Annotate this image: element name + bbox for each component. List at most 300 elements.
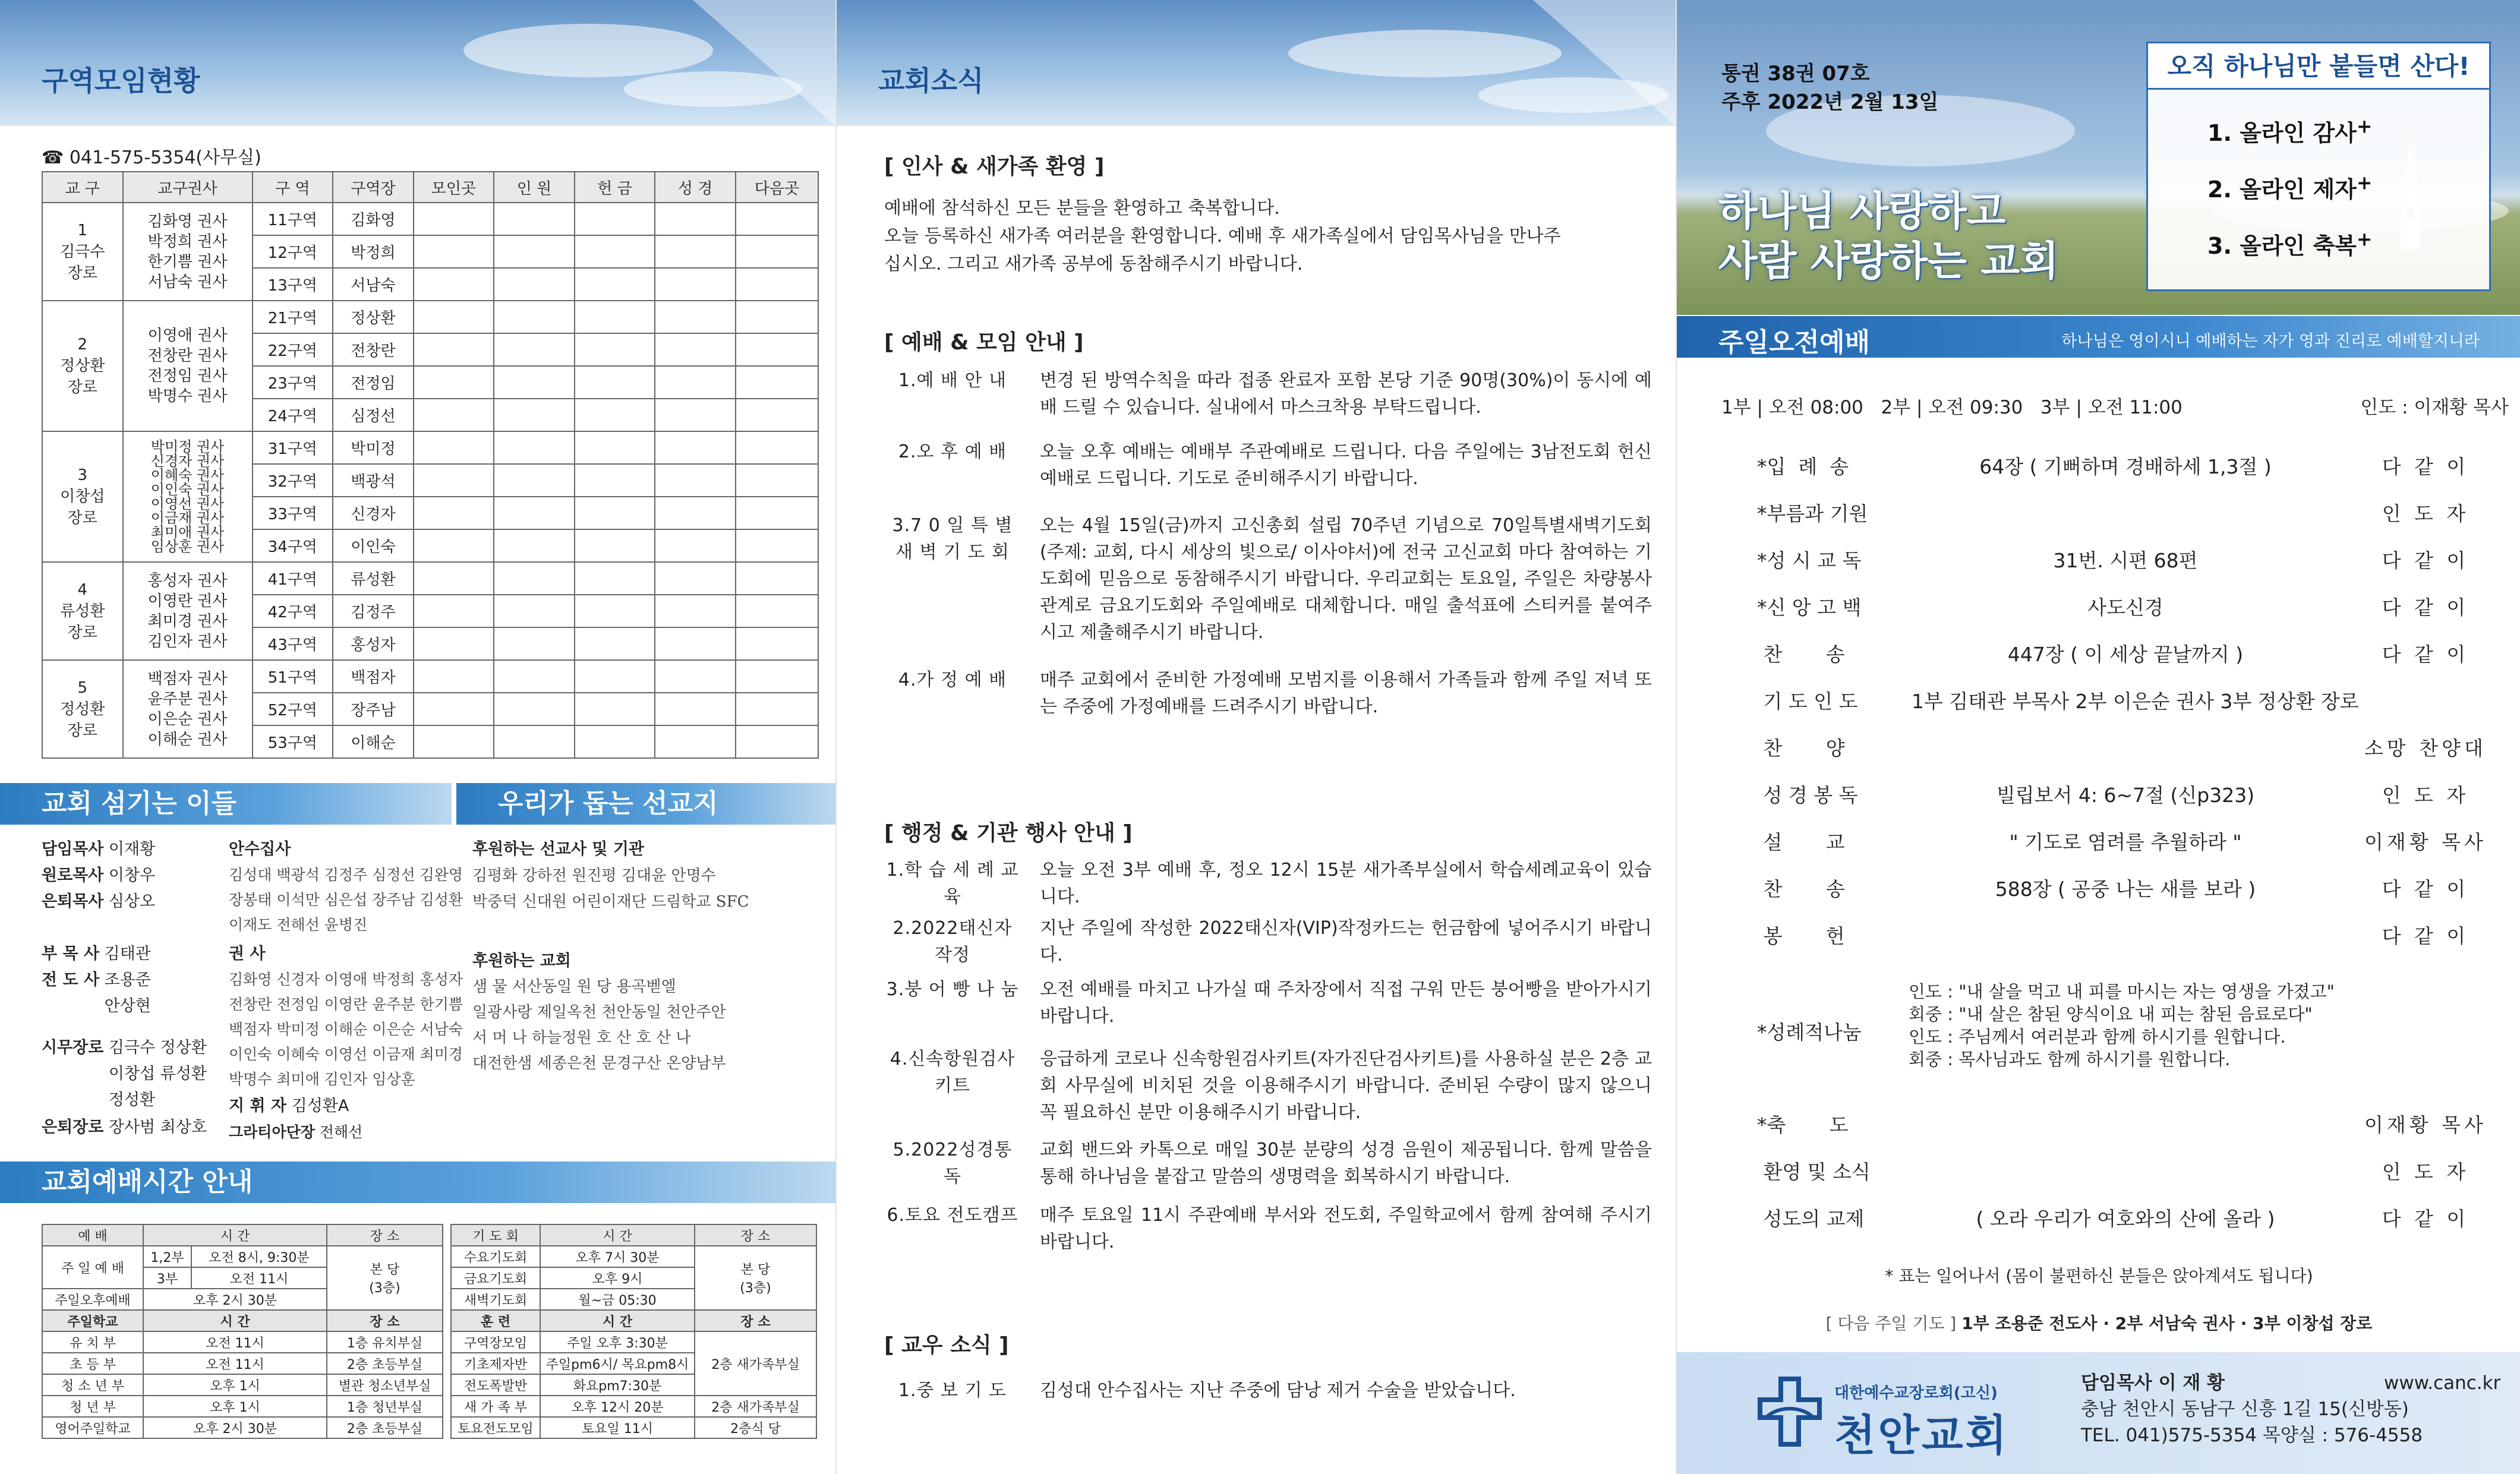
group-cell: 52구역 [253, 693, 333, 725]
motto-item [2207, 171, 2372, 204]
empty-cell [494, 529, 575, 562]
order-label: 찬 양 [1757, 737, 1845, 760]
header-cell: 성 경 [655, 172, 736, 203]
order-leader: 소망 찬양대 [2364, 737, 2487, 760]
slogan-line: 사람 사랑하는 교회 [1718, 238, 2059, 285]
motto-item [2207, 115, 2372, 147]
office-phone: ☎ 041-575-5354(사무실) [42, 147, 261, 168]
cell: 오후 2시 30분 [143, 1417, 327, 1438]
order-content: 64장 ( 기뻐하며 경배하세 1,3절 ) [1979, 455, 2272, 478]
empty-cell [494, 268, 575, 301]
table-header-row [42, 1224, 816, 1246]
value: 이재황 [108, 840, 156, 858]
cell: 오후 1시 [143, 1374, 327, 1396]
order-label: 기 도 인 도 [1757, 690, 1858, 713]
header-cell: 기 도 회 [451, 1224, 540, 1246]
table-row [42, 203, 818, 235]
value: 조용준 안상현 [104, 971, 151, 1015]
church-name: 천안교회 [1834, 1410, 2010, 1460]
cross-logo-icon [1754, 1376, 1825, 1447]
evangelists [42, 967, 151, 1020]
volume: 통권 38권 07호 [1721, 62, 1870, 86]
label: 부 목 사 [42, 945, 100, 963]
order-leader: 다 같 이 [2382, 455, 2469, 478]
group-cell: 11구역 [253, 203, 333, 235]
value: 샘 물 서산동일 원 당 용곡벧엘 일광사랑 제일옥천 천안동일 천안주안 서 머 나 하늘정원 호 산 호 산 나 대전한샘 세종은천 문경구산 온양남부 [472, 978, 726, 1072]
cell: 금요기도회 [451, 1267, 540, 1289]
section-title: 우리가 돕는 선교지 [498, 788, 718, 819]
empty-cell [655, 399, 736, 431]
value: 김극수 정상환 이창섭 류성환 정성환 [108, 1039, 207, 1109]
gap [443, 1396, 451, 1417]
item-label: 2.오 후 예 배 [898, 441, 1007, 462]
empty-cell [414, 595, 494, 627]
cell: 주일 오후 3:30분 [540, 1331, 695, 1353]
cell: 영어주일학교 [42, 1417, 143, 1438]
item-text: 교회 밴드와 카톡으로 매일 30분 분량의 성경 음원이 제공됩니다. 함께 말씀을 통해 하나님을 붙잡고 말씀의 생명력을 회복하시기 바랍니다. [1040, 1140, 1652, 1187]
empty-cell [736, 562, 818, 595]
group-cell: 23구역 [253, 366, 333, 399]
next-week-prayer [1677, 1311, 2520, 1334]
empty-cell [575, 562, 655, 595]
district-cell: 3 이창섭 장로 [42, 431, 123, 562]
plus-mark: + [2356, 116, 2373, 138]
denomination: 대한예수교장로회(고신) [1834, 1384, 1998, 1402]
empty-cell [736, 301, 818, 333]
cell: 유 치 부 [42, 1331, 143, 1353]
empty-cell [655, 725, 736, 758]
item-text: 오늘 오전 3부 예배 후, 정오 12시 15분 새가족부실에서 학습세례교육이 있습니다. [1040, 860, 1652, 907]
value: 김성환A [291, 1097, 349, 1115]
order-label: 찬 송 [1757, 878, 1845, 901]
group-cell: 12구역 [253, 235, 333, 268]
cell: 토요일 11시 [540, 1417, 695, 1438]
church-slogan [1718, 187, 2059, 287]
communion-line: 회중 : "내 살은 참된 양식이요 내 피는 참된 음료로다" [1909, 1004, 2313, 1024]
gap [443, 1246, 451, 1267]
item-label: 1.학 습 세 례 교 육 [886, 860, 1019, 907]
empty-cell [575, 235, 655, 268]
group-leader-cell: 백점자 [333, 660, 414, 693]
value: 1부 조용준 전도사 · 2부 서남숙 권사 · 3부 이창섭 장로 [1961, 1314, 2373, 1333]
order-leader: 다 같 이 [2382, 596, 2469, 619]
item-text: 매주 교회에서 준비한 가정예배 모범지를 이용해서 가족들과 함께 주일 저녁 또는 주중에 가정예배를 드려주시기 바랍니다. [1040, 670, 1652, 717]
order-label: 환영 및 소식 [1757, 1160, 1871, 1183]
group-cell: 53구역 [253, 725, 333, 758]
order-leader: 이재황 목사 [2364, 831, 2487, 854]
section-bar-serve [0, 783, 452, 825]
address: 충남 천안시 동남구 신흥 1길 15(신방동) [2081, 1399, 2409, 1420]
item-label: 5.2022성경통독 [892, 1140, 1013, 1187]
cell: 오후 2시 30분 [143, 1289, 327, 1310]
empty-cell [736, 235, 818, 268]
empty-cell [575, 399, 655, 431]
cell: 2층식 당 [695, 1417, 816, 1438]
empty-cell [655, 595, 736, 627]
cell: 오후 1시 [143, 1396, 327, 1417]
empty-cell [575, 203, 655, 235]
group-leader-cell: 박미정 [333, 431, 414, 464]
cell: 3부 [143, 1267, 191, 1289]
empty-cell [655, 235, 736, 268]
header-cell: 장 소 [327, 1224, 443, 1246]
district-table [42, 171, 819, 759]
cell: 토요전도모임 [451, 1417, 540, 1438]
label: 안수집사 [229, 840, 291, 858]
item-text: 지난 주일에 작성한 2022태신자(VIP)작정카드는 헌금함에 넣어주시기 바랍니다. [1040, 918, 1652, 965]
item-text: 김성대 안수집사는 지난 주중에 담낭 제거 수술을 받았습니다. [1040, 1380, 1516, 1401]
header-cell: 인 원 [494, 172, 575, 203]
table-row [42, 660, 818, 693]
gap [443, 1331, 451, 1353]
order-label: *성 시 교 독 [1757, 549, 1862, 572]
times-text: 1부 | 오전 08:00 2부 | 오전 09:30 3부 | 오전 11:00 [1721, 397, 2182, 418]
empty-cell [575, 660, 655, 693]
district-elders: 백점자 권사 윤주분 권사 이은순 권사 이해순 권사 [123, 660, 253, 758]
empty-cell [414, 464, 494, 497]
label: 은퇴목사 [42, 892, 104, 911]
section-title: 교회예배시간 안내 [42, 1167, 253, 1197]
order-leader: 다 같 이 [2382, 1207, 2469, 1230]
empty-cell [575, 464, 655, 497]
page-title: 구역모임현황 [42, 65, 200, 97]
cell: 본 당 (3층) [327, 1246, 443, 1310]
empty-cell [414, 366, 494, 399]
empty-cell [414, 203, 494, 235]
empty-cell [575, 301, 655, 333]
empty-cell [575, 333, 655, 366]
verse: 하나님은 영이시니 예배하는 자가 영과 진리로 예배할지니라 [2061, 332, 2480, 351]
staff-row [42, 837, 155, 863]
group-cell: 51구역 [253, 660, 333, 693]
cell: 2층 초등부실 [327, 1353, 443, 1374]
order-label: 찬 송 [1757, 643, 1845, 666]
worship-title: 주일오전예배 [1718, 327, 1871, 358]
empty-cell [494, 562, 575, 595]
order-content: 1부 김태관 부목사 2부 이은순 권사 3부 정상환 장로 [1912, 690, 2359, 713]
group-cell: 43구역 [253, 627, 333, 660]
header-cell: 예 배 [42, 1224, 143, 1246]
empty-cell [655, 268, 736, 301]
standing-note: * 표는 일어나서 (몸이 불편하신 분들은 앉아계셔도 됩니다) [1885, 1266, 2313, 1286]
group-leader-cell: 정상환 [333, 301, 414, 333]
pastors [42, 837, 155, 915]
district-cell: 2 정상환 장로 [42, 301, 123, 431]
group-leader-cell: 서남숙 [333, 268, 414, 301]
cell: 1층 유치부실 [327, 1331, 443, 1353]
order-label: 성도의 교제 [1757, 1207, 1865, 1230]
empty-cell [494, 464, 575, 497]
footer [1677, 1352, 2520, 1474]
item-label: 3.7 0 일 특 별 새 벽 기 도 회 [892, 515, 1013, 563]
empty-cell [736, 399, 818, 431]
empty-cell [736, 268, 818, 301]
cell: 오후 7시 30분 [540, 1246, 695, 1267]
panel-news [835, 0, 1676, 1474]
item-text: 매주 토요일 11시 주관예배 부서와 전도회, 주일학교에서 함께 참여해 주시기 바랍니다. [1040, 1205, 1652, 1252]
order-label: *성례적나눔 [1757, 1021, 1862, 1044]
empty-cell [655, 203, 736, 235]
order-leader: 인 도 자 [2382, 1160, 2469, 1183]
cell: 새 가 족 부 [451, 1396, 540, 1417]
worship-leader: 인도 : 이재황 목사 [2360, 397, 2509, 418]
communion-line: 인도 : 주님께서 여러분과 함께 하시기를 원합니다. [1909, 1027, 2286, 1047]
cell: 1,2부 [143, 1246, 191, 1267]
gap [443, 1353, 451, 1374]
empty-cell [575, 431, 655, 464]
item-text: 응급하게 코로나 신속항원검사키트(자가진단검사키트)를 사용하실 분은 2층 교회 사무실에 비치된 것을 이용해주시기 바랍니다. 준비된 수량이 많지 않으니 꼭 필요하신 분만 이용해주시기 바랍니다. [1040, 1049, 1652, 1123]
group-leader-cell: 홍성자 [333, 627, 414, 660]
empty-cell [655, 301, 736, 333]
empty-cell [414, 235, 494, 268]
district-elders: 홍성자 권사 이영란 권사 최미경 권사 김인자 권사 [123, 562, 253, 660]
header-cell: 주일학교 [42, 1310, 143, 1331]
table-row [42, 301, 818, 333]
order-content: 588장 ( 공중 나는 새를 보라 ) [1995, 878, 2256, 901]
gap [443, 1289, 451, 1310]
cell: 전도폭발반 [451, 1374, 540, 1396]
cell: 주 일 예 배 [42, 1246, 143, 1289]
church-support [472, 948, 726, 1077]
order-content: 31번. 시편 68편 [2053, 549, 2198, 572]
order-content: 447장 ( 이 세상 끝날까지 ) [2007, 643, 2244, 666]
worship-bar [1677, 316, 2520, 358]
empty-cell [494, 627, 575, 660]
empty-cell [736, 529, 818, 562]
senior-pastor: 담임목사 이 재 황 [2081, 1372, 2225, 1394]
empty-cell [736, 660, 818, 693]
cell: 월~금 05:30 [540, 1289, 695, 1310]
mission-support [472, 837, 749, 915]
group-leader-cell: 신경자 [333, 497, 414, 529]
staff-row [42, 889, 155, 915]
empty-cell [736, 333, 818, 366]
empty-cell [494, 497, 575, 529]
empty-cell [736, 725, 818, 758]
gap [443, 1374, 451, 1396]
section-heading-admin: [ 행정 & 기관 행사 안내 ] [884, 821, 1133, 845]
kwonsa [229, 941, 463, 1092]
plus-mark: + [2356, 172, 2373, 194]
order-leader: 인 도 자 [2382, 784, 2469, 807]
empty-cell [494, 333, 575, 366]
section-title: 교회 섬기는 이들 [42, 788, 237, 819]
table-row [42, 1417, 816, 1438]
cell: 별관 청소년부실 [327, 1374, 443, 1396]
empty-cell [414, 497, 494, 529]
order-label: *부름과 기원 [1757, 502, 1868, 525]
value: 김태관 [104, 945, 151, 963]
empty-cell [494, 235, 575, 268]
panel-district [0, 0, 835, 1474]
label: [ 다음 주일 기도 ] [1825, 1314, 1957, 1333]
order-leader: 다 같 이 [2382, 924, 2469, 948]
order-label: 설 교 [1757, 831, 1845, 854]
communion-line: 회중 : 목사님과도 함께 하시기를 원합니다. [1909, 1049, 2231, 1069]
value: 김화영 신경자 이영애 박정희 홍성자 전창란 전정임 이영란 윤주분 한기쁨 백점자 박미정 이해순 이은순 서남숙 이인숙 이혜숙 이영선 이금재 최미경 박명수 최미애 김인자 임상훈 [229, 971, 463, 1088]
empty-cell [414, 529, 494, 562]
header-accent [693, 0, 835, 126]
issue-date: 주후 2022년 2월 13일 [1721, 90, 1939, 114]
header-cell: 장 소 [695, 1310, 816, 1331]
group-leader-cell: 이해순 [333, 725, 414, 758]
group-cell: 33구역 [253, 497, 333, 529]
empty-cell [575, 268, 655, 301]
label: 후원하는 교회 [472, 952, 571, 970]
group-leader-cell: 전창란 [333, 333, 414, 366]
contact-info [2081, 1370, 2501, 1448]
value: 김평화 강하전 원진평 김대윤 안명수 박중덕 신대원 어린이재단 드림학교 SFC [472, 867, 749, 911]
gap [443, 1224, 451, 1246]
group-leader-cell: 김화영 [333, 203, 414, 235]
retired-elders [42, 1115, 207, 1141]
item-label: 3.붕 어 빵 나 눔 [886, 979, 1019, 1000]
cell: 청 년 부 [42, 1396, 143, 1417]
empty-cell [575, 497, 655, 529]
cell: 오후 12시 20분 [540, 1396, 695, 1417]
header-cell: 시 간 [143, 1310, 327, 1331]
district-cell: 5 정성환 장로 [42, 660, 123, 758]
empty-cell [736, 464, 818, 497]
welcome-text [884, 194, 1561, 278]
cell: 주일오후예배 [42, 1289, 143, 1310]
empty-cell [655, 529, 736, 562]
cell: 청 소 년 부 [42, 1374, 143, 1396]
active-elders [42, 1035, 207, 1113]
empty-cell [655, 562, 736, 595]
group-leader-cell: 전정임 [333, 366, 414, 399]
header-cell: 헌 금 [575, 172, 655, 203]
service-times [1721, 392, 2509, 419]
order-leader: 다 같 이 [2382, 643, 2469, 666]
item-label: 2.2022태신자작정 [892, 918, 1013, 965]
order-content: ( 오라 우리가 여호와의 산에 올라 ) [1976, 1207, 2275, 1230]
header-cell: 다음곳 [736, 172, 818, 203]
empty-cell [575, 693, 655, 725]
table-row [42, 1396, 816, 1417]
cell: 오전 11시 [143, 1353, 327, 1374]
plus-mark: + [2356, 229, 2373, 251]
empty-cell [414, 301, 494, 333]
table-row [42, 431, 818, 464]
value: 심상오 [108, 892, 156, 911]
cell: 오전 8시, 9:30분 [191, 1246, 327, 1267]
label: 전 도 사 [42, 971, 100, 989]
header-cell: 훈 련 [451, 1310, 540, 1331]
order-content: " 기도로 염려를 추월하라 " [2009, 831, 2242, 854]
text-line: 오늘 등록하신 새가족 여러분을 환영합니다. 예배 후 새가족실에서 담임목사님을 만나주 [884, 226, 1561, 247]
cell: 오전 11시 [143, 1331, 327, 1353]
empty-cell [414, 693, 494, 725]
order-label: *입 례 송 [1757, 455, 1849, 478]
conductor [229, 1093, 349, 1119]
empty-cell [575, 627, 655, 660]
group-cell: 42구역 [253, 595, 333, 627]
item-label: 6.토요 전도캠프 [887, 1205, 1018, 1226]
value: 이창우 [108, 866, 156, 885]
communion-line: 인도 : "내 살을 먹고 내 피를 마시는 자는 영생을 가졌고" [1909, 981, 2335, 1002]
empty-cell [736, 497, 818, 529]
empty-cell [414, 562, 494, 595]
header-cell: 장 소 [327, 1310, 443, 1331]
group-leader-cell: 이인숙 [333, 529, 414, 562]
motto-box [2146, 42, 2491, 291]
motto-text: 3. 올라인 축복 [2207, 233, 2357, 259]
gap [443, 1417, 451, 1438]
website: www.canc.kr [2384, 1372, 2501, 1394]
order-leader: 다 같 이 [2382, 549, 2469, 572]
group-leader-cell: 백광석 [333, 464, 414, 497]
header-cell: 장 소 [695, 1224, 816, 1246]
empty-cell [575, 595, 655, 627]
empty-cell [494, 301, 575, 333]
group-cell: 32구역 [253, 464, 333, 497]
cell: 2층 초등부실 [327, 1417, 443, 1438]
empty-cell [494, 431, 575, 464]
header-cell: 구역장 [333, 172, 414, 203]
cell: 기초제자반 [451, 1353, 540, 1374]
item-text: 오전 예배를 마치고 나가실 때 주차장에서 직접 구워 만든 붕어빵을 받아가시기 바랍니다. [1040, 979, 1652, 1027]
empty-cell [414, 431, 494, 464]
motto-heading: 오직 하나님만 붙들면 산다! [2148, 43, 2489, 90]
issue-info [1721, 59, 1938, 116]
empty-cell [655, 497, 736, 529]
item-text: 오는 4월 15일(금)까지 고신총회 설립 70주년 기념으로 70일특별새벽기도회(주제: 교회, 다시 세상의 빛으로/ 이사야서)에 전국 고신교회 마다 참여하는 기도회에 믿음으로 동참해주시기 바랍니다. 우리교회는 토요일, 주일은 차량봉사 관계로 금요기도회와 주일예배로 대체합니다. 매일 출석표에 스티커를 붙여주시고 제출해주시기 바랍니다. [1040, 515, 1652, 643]
section-heading-member-news: [ 교우 소식 ] [884, 1333, 1009, 1358]
cloud [1288, 30, 1562, 77]
empty-cell [736, 431, 818, 464]
header-cell: 시 간 [143, 1224, 327, 1246]
empty-cell [736, 595, 818, 627]
empty-cell [736, 203, 818, 235]
group-leader-cell: 장주남 [333, 693, 414, 725]
label: 지 휘 자 [229, 1097, 287, 1115]
order-leader: 인 도 자 [2382, 502, 2469, 525]
empty-cell [575, 725, 655, 758]
item-label: 1.중 보 기 도 [898, 1380, 1007, 1401]
empty-cell [414, 399, 494, 431]
value: 김성대 백광석 김정주 심정선 김완영 장봉태 이석만 심은섭 장주남 김성환 이재도 전해선 윤병진 [229, 866, 463, 933]
district-cell: 1 김극수 장로 [42, 203, 123, 301]
group-leader-cell: 류성환 [333, 562, 414, 595]
table-row [42, 1246, 816, 1267]
empty-cell [575, 366, 655, 399]
cell: 오후 9시 [540, 1267, 695, 1289]
header-cell: 모인곳 [414, 172, 494, 203]
order-leader: 이재황 목사 [2364, 1113, 2487, 1137]
text-line: 예배에 참석하신 모든 분들을 환영하고 축복합니다. [884, 198, 1280, 219]
table-header-row [42, 172, 818, 203]
header-cell: 교구권사 [123, 172, 253, 203]
label: 담임목사 [42, 840, 104, 858]
cell: 주일pm6시/ 목요pm8시 [540, 1353, 695, 1374]
group-cell: 41구역 [253, 562, 333, 595]
item-label: 4.신속항원검사키트 [890, 1049, 1015, 1096]
panel-cover [1676, 0, 2520, 1474]
empty-cell [414, 660, 494, 693]
value: 장사범 최상호 [108, 1118, 207, 1137]
header-cell: 교 구 [42, 172, 123, 203]
header-cell: 구 역 [253, 172, 333, 203]
empty-cell [655, 464, 736, 497]
label: 시무장로 [42, 1039, 104, 1057]
empty-cell [494, 399, 575, 431]
gap [443, 1310, 451, 1331]
order-leader: 다 같 이 [2382, 878, 2469, 901]
group-cell: 21구역 [253, 301, 333, 333]
staff-row [42, 863, 155, 889]
cell: 2층 새가족부실 [695, 1331, 816, 1396]
